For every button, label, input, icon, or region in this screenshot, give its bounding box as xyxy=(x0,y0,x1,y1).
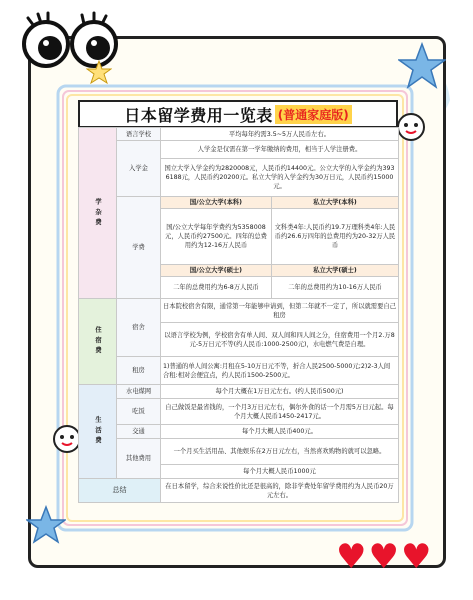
cartoon-face-icon xyxy=(396,112,426,142)
row-label-dorm: 宿舍 xyxy=(117,299,161,357)
row-label-transport: 交通 xyxy=(117,425,161,439)
table-row xyxy=(79,357,399,385)
table-row xyxy=(79,399,399,425)
table-row xyxy=(79,299,399,323)
row-label-food: 吃饭 xyxy=(117,399,161,425)
tuition-public-bachelor-text: 国/公立大学每年学费约为5358008元，人民币约27500元。四年的总费用约为12-16万人民币 xyxy=(161,209,272,265)
heart-icon: ♥ xyxy=(368,537,399,577)
row-label-language-school: 语言学校 xyxy=(117,128,161,141)
page-title xyxy=(78,100,398,128)
dorm-text-1: 日本院校宿舍有限，通常第一年能够申请到，但第二年就不一定了，所以就需要自己租房 xyxy=(161,299,399,323)
title-main: 日本留学费用一览表 xyxy=(124,105,273,125)
admission-text-1: 人学金是仅需在第一学年缴纳的费用，相当于人学注册费。 xyxy=(161,141,399,159)
heart-icon: ♥ xyxy=(400,537,432,577)
transport-text: 每个月大概人民币400元。 xyxy=(161,425,399,439)
utilities-text: 每个月大概在1万日元左右。(约人民币500元) xyxy=(161,385,399,399)
tuition-header-public-bachelor: 国/公立大学(本科) xyxy=(161,197,272,209)
total-text: 在日本留学，综合来说性价比还是很高的，除非学费处年留学费用约为人民币20万元左右。 xyxy=(161,479,399,503)
table-row xyxy=(79,197,399,209)
other-text-2: 每个月大概人民币1000元 xyxy=(161,465,399,479)
table-row xyxy=(79,385,399,399)
category-living: 生活费 xyxy=(79,385,117,479)
table-row xyxy=(79,439,399,465)
tuition-private-master-text: 二年的总费用约为10-16万人民币 xyxy=(272,277,399,299)
rent-text: 1)普通的单人间公寓:月租在5-10万日元不等，折合人民2500-5000元;2)2-3人间合租:相对会便宜点，约人民币1500-2500元。 xyxy=(161,357,399,385)
star-icon-small xyxy=(86,60,112,86)
row-label-rent: 租房 xyxy=(117,357,161,385)
tuition-header-private-master: 私立大学(硕士) xyxy=(272,265,399,277)
category-study: 学杂费 xyxy=(79,128,117,299)
tuition-header-public-master: 国/公立大学(硕士) xyxy=(161,265,272,277)
table-row xyxy=(79,425,399,439)
star-icon xyxy=(398,42,446,90)
tuition-public-master-text: 二年的总费用约为6-8万人民币 xyxy=(161,277,272,299)
table-row xyxy=(79,141,399,159)
hearts-decoration xyxy=(336,537,432,577)
heart-icon: ♥ xyxy=(336,537,367,577)
other-text: 一个月买生活用品、其他娱乐在2万日元左右，当然喜欢购物的就可以忽略。 xyxy=(161,439,399,465)
tuition-header-private-bachelor: 私立大学(本科) xyxy=(272,197,399,209)
tuition-private-bachelor-text: 文科类4年:人民币约19.7万理科类4年:人民币约26.6万四年的总费用约为20-32万人民币 xyxy=(272,209,399,265)
food-text: 自己做饭是最省钱的，一个月3万日元左右，偶尔外食的话一个月需5万日元起。每个月大概人民币1450-2417元。 xyxy=(161,399,399,425)
row-label-admission: 入学金 xyxy=(117,141,161,197)
row-label-utilities: 水电煤网 xyxy=(117,385,161,399)
admission-text-2: 国立大学入学金约为2820008元，人民币约14400元。公立大学的入学金约为3936188元，人民币约20200元。私立大学的入学金约为30万日元，人民币约15000元。 xyxy=(161,159,399,197)
category-total: 总结 xyxy=(79,479,161,503)
row-label-tuition: 学费 xyxy=(117,197,161,299)
category-housing: 住宿费 xyxy=(79,299,117,385)
language-school-text: 平均每年约需3.5~5万人民币左右。 xyxy=(161,128,399,141)
star-icon-bottom xyxy=(26,505,66,545)
title-sub: (普通家庭版) xyxy=(275,105,352,124)
row-label-other: 其他费用 xyxy=(117,439,161,479)
table-row xyxy=(79,479,399,503)
table-row xyxy=(79,128,399,141)
fee-table xyxy=(78,127,399,503)
dorm-text-2: 以语言学校为例，学校宿舍有单人间、双人间和四人间之分，住宿费用一个月2.万8元-5万日元不等(约人民币:1000-2500元)，水电燃气费是自理。 xyxy=(161,323,399,357)
